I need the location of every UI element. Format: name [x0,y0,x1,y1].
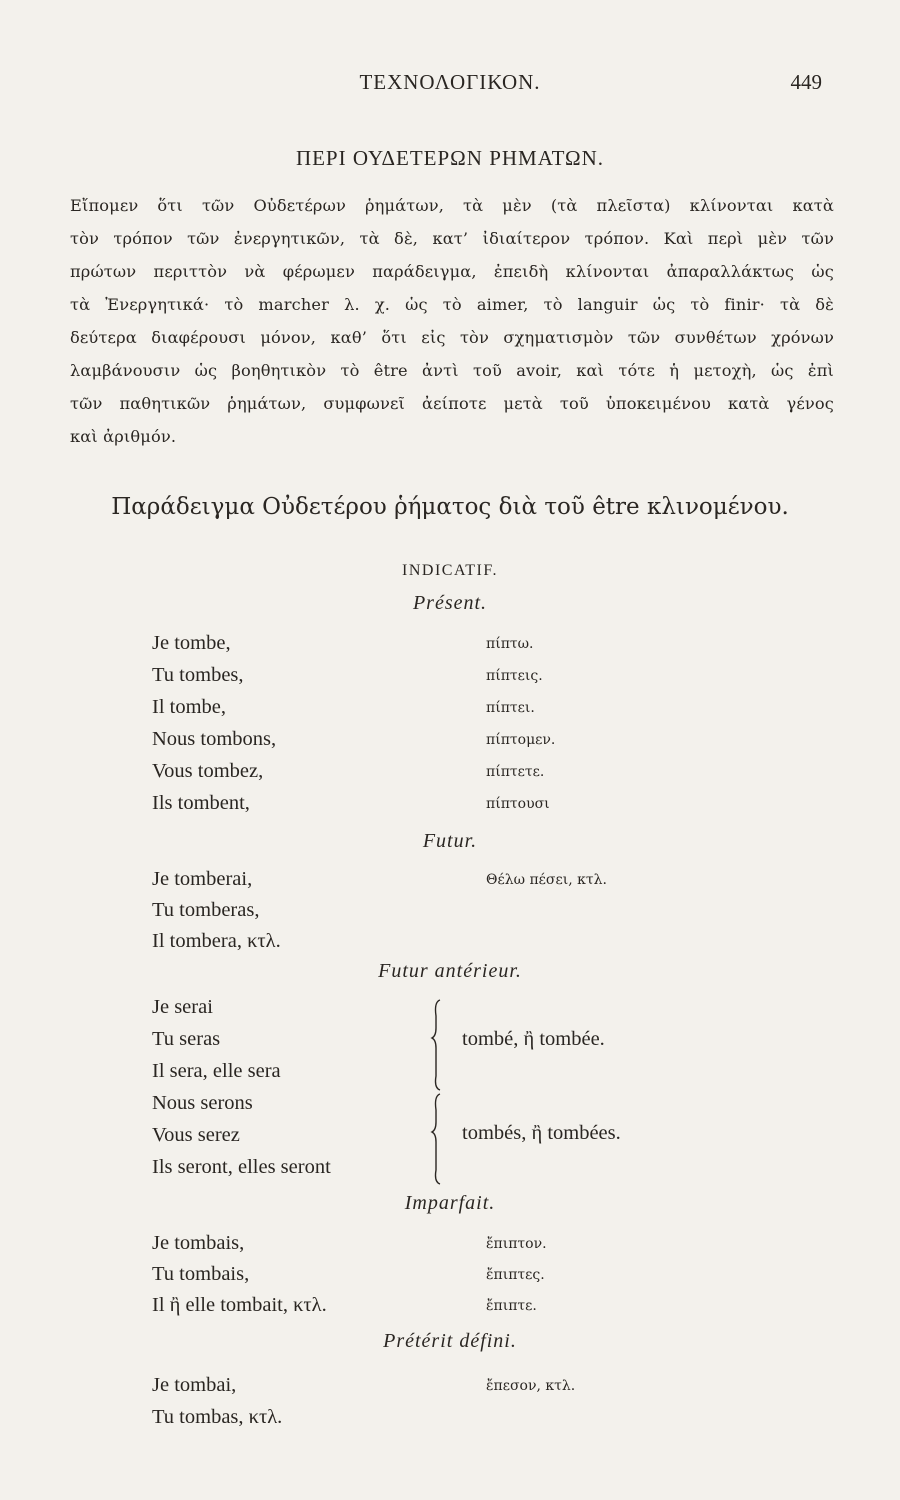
french-form: Il sera, elle sera [152,1060,281,1082]
intro-line: πρώτων περιττὸν νὰ φέρωμεν παράδειγμα, ἐπειδὴ κλίνονται ἀπαραλλάκτως ὡς [70,262,834,281]
running-title: ΤΕΧΝΟΛΟΓΙΚΟΝ. [359,70,541,94]
french-form: Tu seras [152,1028,221,1050]
greek-form: ἔπιπτες. [486,1267,545,1283]
french-form: Ils tombent, [152,792,250,814]
greek-form: πίπτεις. [486,668,543,684]
french-form: Tu tombes, [152,664,244,686]
brace-singular [432,1000,440,1090]
greek-form: πίπτουσι [486,796,550,812]
section-title: ΠΕΡΙ ΟΥΔΕΤΕΡΩΝ ΡΗΜΑΤΩΝ. [295,146,605,170]
french-form: Je tombai, [152,1374,237,1396]
tense-heading-futur-anterieur: Futur antérieur. [378,960,522,982]
tense-heading-preterit-defini: Prétérit défini. [383,1330,517,1352]
french-form: Je tombais, [152,1232,245,1254]
french-form: Tu tombais, [152,1263,250,1285]
french-form: Nous serons [152,1092,253,1114]
participle-plural: tombés, ἢ tombées. [462,1122,621,1144]
brace-plural [432,1094,440,1184]
french-form: Je serai [152,996,213,1018]
tense-heading-futur: Futur. [422,830,478,852]
tense-heading-present: Présent. [412,592,488,614]
french-form: Il tombe, [152,696,227,718]
french-form: Je tombe, [152,632,231,654]
greek-form: ἔπιπτον. [486,1236,547,1252]
greek-form: πίπτω. [486,636,534,652]
french-form: Tu tomberas, [152,899,260,921]
participle-singular: tombé, ἢ tombée. [462,1028,605,1050]
french-form: Nous tombons, [152,728,277,750]
french-form: Ils seront, elles seront [152,1156,331,1178]
grouping-braces [430,998,454,1188]
french-form: Vous tombez, [152,760,264,782]
intro-line: τὸν τρόπον τῶν ἐνεργητικῶν, τὰ δὲ, κατ’ ἰδιαίτερον τρόπον. Καὶ περὶ μὲν τῶν [70,229,834,248]
greek-form: πίπτετε. [486,764,545,780]
greek-form: ἔπιπτε. [486,1298,537,1314]
french-form: Vous serez [152,1124,240,1146]
intro-line: τῶν παθητικῶν ῥημάτων, συμφωνεῖ ἀείποτε μετὰ τοῦ ὑποκειμένου κατὰ γένος [70,394,834,413]
french-form: Il ἢ elle tombait, κτλ. [152,1294,327,1316]
greek-form: Θέλω πέσει, κτλ. [486,872,607,888]
intro-line: καὶ ἀριθμόν. [70,427,177,446]
intro-line: λαμβάνουσιν ὡς βοηθητικὸν τὸ être ἀντὶ τοῦ avoir, καὶ τότε ἡ μετοχὴ, ὡς ἐπὶ [70,361,834,380]
intro-line: Εἴπομεν ὅτι τῶν Οὐδετέρων ῥημάτων, τὰ μὲν (τὰ πλεῖστα) κλίνονται κατὰ [70,196,834,215]
french-form: Il tombera, κτλ. [152,930,281,952]
french-form: Je tomberai, [152,868,253,890]
greek-form: πίπτομεν. [486,732,556,748]
greek-form: ἔπεσον, κτλ. [486,1378,576,1394]
example-title: Παράδειγμα Οὐδετέρου ῥήματος διὰ τοῦ être κλινομένου. [111,494,789,520]
mood-heading: INDICATIF. [402,562,498,579]
french-form: Tu tombas, κτλ. [152,1406,283,1428]
intro-line: τὰ Ἐνεργητικά· τὸ marcher λ. χ. ὡς τὸ aimer, τὸ languir ὡς τὸ finir· τὰ δὲ [70,295,834,314]
page-number: 449 [790,70,822,94]
intro-line: δεύτερα διαφέρουσι μόνον, καθ’ ὅτι εἰς τὸν σχηματισμὸν τῶν συνθέτων χρόνων [70,328,834,347]
greek-form: πίπτει. [486,700,535,716]
tense-heading-imparfait: Imparfait. [404,1192,496,1214]
